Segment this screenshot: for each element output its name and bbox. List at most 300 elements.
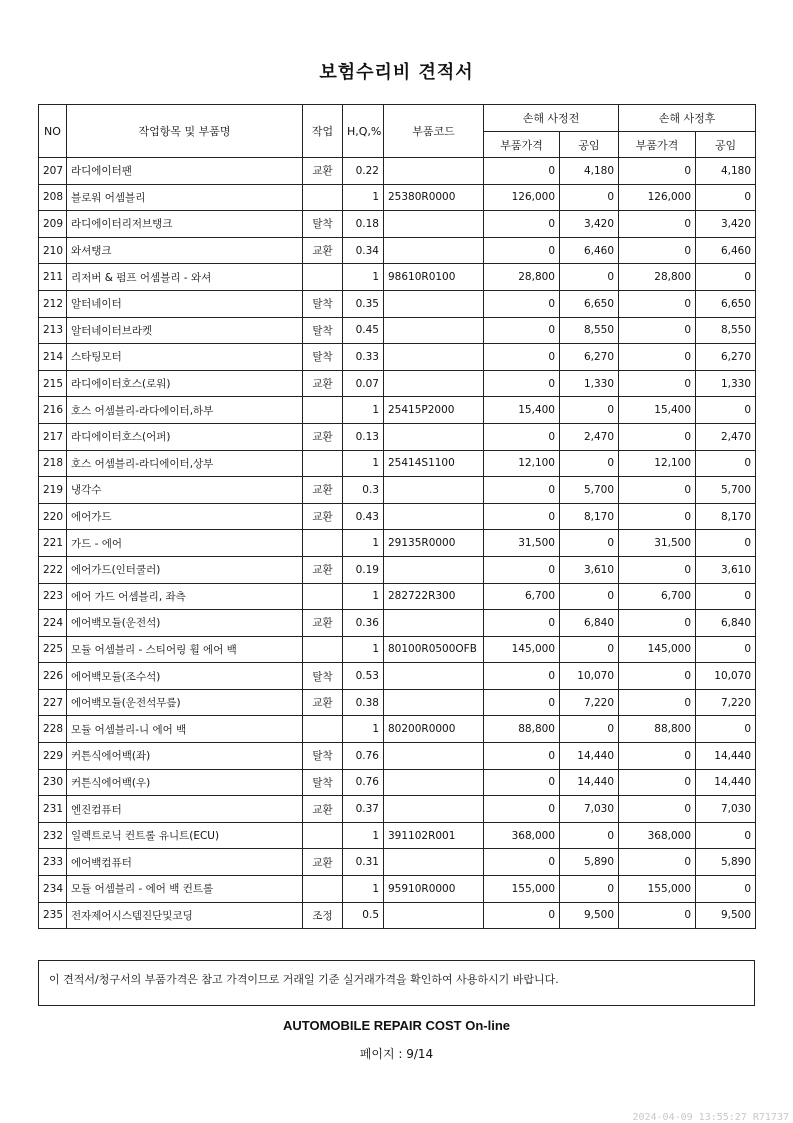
- cell-after-part-price: 0: [619, 689, 696, 716]
- cell-after-part-price: 15,400: [619, 397, 696, 424]
- cell-before-labor: 6,840: [560, 610, 619, 637]
- cell-part-code: [384, 370, 484, 397]
- print-timestamp: 2024-04-09 13:55:27 R71737: [632, 1112, 789, 1123]
- cell-item-name: 에어백컴퓨터: [67, 849, 303, 876]
- cell-work: 교환: [303, 158, 343, 185]
- cell-part-code: 391102R001: [384, 822, 484, 849]
- cell-before-part-price: 28,800: [484, 264, 560, 291]
- cell-item-name: 냉각수: [67, 477, 303, 504]
- cell-after-labor: 0: [696, 876, 756, 903]
- cell-after-part-price: 0: [619, 370, 696, 397]
- table-row: [39, 264, 756, 291]
- cell-before-labor: 8,550: [560, 317, 619, 344]
- cell-after-labor: 4,180: [696, 158, 756, 185]
- cell-before-labor: 0: [560, 822, 619, 849]
- cell-work: 탈착: [303, 769, 343, 796]
- cell-after-labor: 9,500: [696, 902, 756, 929]
- cell-before-part-price: 0: [484, 423, 560, 450]
- cell-part-code: 80200R0000: [384, 716, 484, 743]
- cell-after-labor: 0: [696, 530, 756, 557]
- cell-item-name: 모듈 어셈블리-니 에어 백: [67, 716, 303, 743]
- cell-before-labor: 9,500: [560, 902, 619, 929]
- table-row: [39, 743, 756, 770]
- cell-hq: 0.45: [343, 317, 384, 344]
- cell-work: 교환: [303, 849, 343, 876]
- cell-part-code: [384, 769, 484, 796]
- cell-no: 208: [39, 184, 67, 211]
- cell-hq: 0.3: [343, 477, 384, 504]
- table-row: [39, 184, 756, 211]
- cell-after-labor: 3,610: [696, 556, 756, 583]
- cell-hq: 0.53: [343, 663, 384, 690]
- cell-work: 교환: [303, 556, 343, 583]
- cell-after-part-price: 0: [619, 158, 696, 185]
- cell-after-labor: 0: [696, 636, 756, 663]
- cell-after-part-price: 145,000: [619, 636, 696, 663]
- cell-item-name: 모듈 어셈블리 - 스티어링 휠 에어 백: [67, 636, 303, 663]
- table-row: [39, 876, 756, 903]
- table-row: [39, 610, 756, 637]
- table-row: [39, 158, 756, 185]
- cell-work: 교환: [303, 689, 343, 716]
- cell-hq: 0.5: [343, 902, 384, 929]
- cell-after-labor: 6,650: [696, 290, 756, 317]
- cell-no: 218: [39, 450, 67, 477]
- brand-footer: AUTOMOBILE REPAIR COST On-line: [282, 1018, 511, 1033]
- cell-before-part-price: 0: [484, 477, 560, 504]
- cell-no: 228: [39, 716, 67, 743]
- cell-after-labor: 0: [696, 264, 756, 291]
- cell-part-code: [384, 211, 484, 238]
- cell-before-part-price: 12,100: [484, 450, 560, 477]
- cell-before-part-price: 368,000: [484, 822, 560, 849]
- cell-after-part-price: 368,000: [619, 822, 696, 849]
- cell-work: [303, 876, 343, 903]
- cell-after-part-price: 0: [619, 237, 696, 264]
- cell-part-code: [384, 743, 484, 770]
- cell-item-name: 에어백모듈(조수석): [67, 663, 303, 690]
- table-row: [39, 849, 756, 876]
- cell-item-name: 리저버 & 펌프 어셈블리 - 와셔: [67, 264, 303, 291]
- cell-part-code: [384, 902, 484, 929]
- cell-before-part-price: 0: [484, 158, 560, 185]
- table-row: [39, 477, 756, 504]
- cell-after-part-price: 0: [619, 849, 696, 876]
- cell-work: [303, 583, 343, 610]
- cell-work: 탈착: [303, 290, 343, 317]
- cell-after-labor: 6,840: [696, 610, 756, 637]
- cell-before-part-price: 0: [484, 370, 560, 397]
- table-row: [39, 583, 756, 610]
- table-row: [39, 211, 756, 238]
- cell-after-labor: 6,270: [696, 344, 756, 371]
- cell-part-code: [384, 849, 484, 876]
- table-row: [39, 450, 756, 477]
- cell-after-part-price: 31,500: [619, 530, 696, 557]
- cell-no: 207: [39, 158, 67, 185]
- cell-before-labor: 7,030: [560, 796, 619, 823]
- cell-before-labor: 8,170: [560, 503, 619, 530]
- cell-item-name: 가드 - 에어: [67, 530, 303, 557]
- cell-item-name: 커튼식에어백(좌): [67, 743, 303, 770]
- cell-part-code: 80100R0500OFB: [384, 636, 484, 663]
- cell-before-part-price: 0: [484, 556, 560, 583]
- cell-no: 212: [39, 290, 67, 317]
- cell-hq: 1: [343, 876, 384, 903]
- cell-before-labor: 0: [560, 450, 619, 477]
- cell-before-part-price: 145,000: [484, 636, 560, 663]
- header-before-adjust: 손해 사정전: [484, 105, 619, 132]
- cell-hq: 0.19: [343, 556, 384, 583]
- cell-hq: 0.43: [343, 503, 384, 530]
- header-work: 작업: [303, 105, 343, 158]
- cell-after-labor: 14,440: [696, 769, 756, 796]
- cell-after-part-price: 0: [619, 477, 696, 504]
- cell-before-labor: 14,440: [560, 743, 619, 770]
- cell-hq: 1: [343, 264, 384, 291]
- cell-part-code: 98610R0100: [384, 264, 484, 291]
- cell-work: [303, 264, 343, 291]
- cell-no: 217: [39, 423, 67, 450]
- cell-part-code: [384, 610, 484, 637]
- cell-after-part-price: 0: [619, 902, 696, 929]
- table-row: [39, 423, 756, 450]
- cell-hq: 0.18: [343, 211, 384, 238]
- cell-no: 223: [39, 583, 67, 610]
- cell-part-code: [384, 344, 484, 371]
- cell-item-name: 에어백모듈(운전석무릎): [67, 689, 303, 716]
- cell-after-labor: 7,030: [696, 796, 756, 823]
- cell-before-labor: 0: [560, 636, 619, 663]
- cell-part-code: [384, 290, 484, 317]
- cell-no: 222: [39, 556, 67, 583]
- cell-after-part-price: 0: [619, 663, 696, 690]
- cell-item-name: 블로워 어셈블리: [67, 184, 303, 211]
- table-row: [39, 902, 756, 929]
- cell-hq: 0.38: [343, 689, 384, 716]
- header-part-code: 부품코드: [384, 105, 484, 158]
- cell-hq: 1: [343, 583, 384, 610]
- cell-part-code: [384, 158, 484, 185]
- cell-no: 210: [39, 237, 67, 264]
- cell-item-name: 스타팅모터: [67, 344, 303, 371]
- cell-after-labor: 7,220: [696, 689, 756, 716]
- cell-before-part-price: 0: [484, 849, 560, 876]
- cell-before-labor: 6,650: [560, 290, 619, 317]
- cell-before-labor: 5,890: [560, 849, 619, 876]
- cell-work: [303, 450, 343, 477]
- cell-item-name: 알터네이터: [67, 290, 303, 317]
- cell-hq: 0.13: [343, 423, 384, 450]
- cell-before-part-price: 0: [484, 290, 560, 317]
- cell-hq: 1: [343, 450, 384, 477]
- table-header: [39, 105, 756, 158]
- table-row: [39, 822, 756, 849]
- cell-before-part-price: 0: [484, 663, 560, 690]
- cell-work: [303, 636, 343, 663]
- cell-before-labor: 0: [560, 876, 619, 903]
- cell-before-part-price: 0: [484, 317, 560, 344]
- cell-item-name: 라디에이터호스(어퍼): [67, 423, 303, 450]
- header-hq: H,Q,%: [343, 105, 384, 158]
- table-row: [39, 317, 756, 344]
- cell-hq: 1: [343, 716, 384, 743]
- cell-no: 221: [39, 530, 67, 557]
- cell-part-code: [384, 689, 484, 716]
- cell-after-labor: 5,700: [696, 477, 756, 504]
- cell-work: 교환: [303, 370, 343, 397]
- cell-part-code: [384, 503, 484, 530]
- cell-part-code: 25415P2000: [384, 397, 484, 424]
- cell-before-labor: 0: [560, 530, 619, 557]
- cell-work: [303, 530, 343, 557]
- cell-after-labor: 8,170: [696, 503, 756, 530]
- cell-part-code: [384, 317, 484, 344]
- cell-item-name: 와셔탱크: [67, 237, 303, 264]
- cell-no: 231: [39, 796, 67, 823]
- cell-item-name: 호스 어셈블리-라디에이터,상부: [67, 450, 303, 477]
- cell-before-labor: 3,610: [560, 556, 619, 583]
- cell-work: 탈착: [303, 211, 343, 238]
- cell-item-name: 호스 어셈블리-라다에이터,하부: [67, 397, 303, 424]
- cell-before-part-price: 0: [484, 344, 560, 371]
- cell-no: 215: [39, 370, 67, 397]
- cell-before-part-price: 0: [484, 743, 560, 770]
- cell-before-labor: 7,220: [560, 689, 619, 716]
- cell-after-part-price: 0: [619, 211, 696, 238]
- header-after-part-price: 부품가격: [619, 132, 696, 158]
- cell-after-labor: 0: [696, 716, 756, 743]
- cell-part-code: 282722R300: [384, 583, 484, 610]
- cell-no: 211: [39, 264, 67, 291]
- table-row: [39, 503, 756, 530]
- cell-before-part-price: 0: [484, 211, 560, 238]
- cell-before-labor: 10,070: [560, 663, 619, 690]
- cell-no: 213: [39, 317, 67, 344]
- cell-item-name: 라디에이터팬: [67, 158, 303, 185]
- cell-before-part-price: 0: [484, 610, 560, 637]
- cell-after-labor: 3,420: [696, 211, 756, 238]
- cell-item-name: 전자제어시스템진단및코딩: [67, 902, 303, 929]
- cell-after-part-price: 0: [619, 290, 696, 317]
- cell-hq: 0.31: [343, 849, 384, 876]
- cell-part-code: 25414S1100: [384, 450, 484, 477]
- cell-hq: 1: [343, 397, 384, 424]
- header-no: NO: [39, 105, 67, 158]
- estimate-table: [38, 104, 756, 929]
- table-row: [39, 769, 756, 796]
- cell-work: [303, 822, 343, 849]
- cell-hq: 0.37: [343, 796, 384, 823]
- cell-before-labor: 5,700: [560, 477, 619, 504]
- cell-after-labor: 8,550: [696, 317, 756, 344]
- cell-before-part-price: 0: [484, 237, 560, 264]
- cell-before-labor: 0: [560, 397, 619, 424]
- cell-before-labor: 0: [560, 184, 619, 211]
- cell-work: 교환: [303, 503, 343, 530]
- table-row: [39, 290, 756, 317]
- table-row: [39, 796, 756, 823]
- cell-hq: 0.07: [343, 370, 384, 397]
- cell-part-code: 95910R0000: [384, 876, 484, 903]
- cell-hq: 1: [343, 530, 384, 557]
- cell-before-labor: 6,460: [560, 237, 619, 264]
- cell-after-part-price: 0: [619, 769, 696, 796]
- cell-after-labor: 0: [696, 184, 756, 211]
- cell-work: 조정: [303, 902, 343, 929]
- cell-before-part-price: 6,700: [484, 583, 560, 610]
- cell-work: 탈착: [303, 743, 343, 770]
- cell-item-name: 알터네이터브라켓: [67, 317, 303, 344]
- cell-part-code: [384, 237, 484, 264]
- cell-before-labor: 0: [560, 716, 619, 743]
- page-number: 페이지 : 9/14: [359, 1047, 434, 1061]
- cell-after-labor: 14,440: [696, 743, 756, 770]
- cell-after-part-price: 0: [619, 503, 696, 530]
- cell-after-labor: 0: [696, 822, 756, 849]
- cell-before-labor: 0: [560, 264, 619, 291]
- cell-part-code: [384, 796, 484, 823]
- cell-work: 교환: [303, 796, 343, 823]
- cell-no: 235: [39, 902, 67, 929]
- cell-part-code: [384, 556, 484, 583]
- cell-hq: 1: [343, 822, 384, 849]
- cell-no: 209: [39, 211, 67, 238]
- table-row: [39, 237, 756, 264]
- table-row: [39, 397, 756, 424]
- cell-no: 226: [39, 663, 67, 690]
- cell-before-labor: 3,420: [560, 211, 619, 238]
- cell-work: 교환: [303, 477, 343, 504]
- cell-before-part-price: 0: [484, 769, 560, 796]
- price-notice: 이 견적서/청구서의 부품가격은 참고 가격이므로 거래일 기준 실거래가격을 확인하여 사용하시기 바랍니다.: [38, 960, 755, 1006]
- cell-after-part-price: 0: [619, 317, 696, 344]
- table-row: [39, 689, 756, 716]
- cell-hq: 0.36: [343, 610, 384, 637]
- cell-no: 229: [39, 743, 67, 770]
- cell-after-part-price: 0: [619, 796, 696, 823]
- cell-before-labor: 4,180: [560, 158, 619, 185]
- cell-before-part-price: 0: [484, 796, 560, 823]
- cell-item-name: 엔진컴퓨터: [67, 796, 303, 823]
- cell-after-part-price: 0: [619, 610, 696, 637]
- cell-item-name: 일렉트로닉 컨트롤 유니트(ECU): [67, 822, 303, 849]
- cell-work: 탈착: [303, 663, 343, 690]
- header-before-part-price: 부품가격: [484, 132, 560, 158]
- cell-after-labor: 0: [696, 583, 756, 610]
- table-row: [39, 370, 756, 397]
- cell-before-part-price: 155,000: [484, 876, 560, 903]
- cell-no: 234: [39, 876, 67, 903]
- table-row: [39, 344, 756, 371]
- cell-no: 225: [39, 636, 67, 663]
- cell-no: 216: [39, 397, 67, 424]
- cell-after-part-price: 0: [619, 743, 696, 770]
- cell-after-labor: 1,330: [696, 370, 756, 397]
- cell-after-part-price: 0: [619, 423, 696, 450]
- cell-work: [303, 184, 343, 211]
- cell-after-labor: 6,460: [696, 237, 756, 264]
- cell-after-part-price: 155,000: [619, 876, 696, 903]
- cell-before-part-price: 15,400: [484, 397, 560, 424]
- cell-no: 227: [39, 689, 67, 716]
- cell-before-labor: 6,270: [560, 344, 619, 371]
- cell-hq: 0.35: [343, 290, 384, 317]
- cell-work: [303, 397, 343, 424]
- cell-no: 233: [39, 849, 67, 876]
- table-body: [39, 158, 756, 929]
- cell-work: [303, 716, 343, 743]
- cell-item-name: 라디에이터리저브탱크: [67, 211, 303, 238]
- cell-after-labor: 0: [696, 397, 756, 424]
- cell-item-name: 라디에이터호스(로워): [67, 370, 303, 397]
- cell-after-labor: 2,470: [696, 423, 756, 450]
- cell-before-labor: 0: [560, 583, 619, 610]
- header-item: 작업항목 및 부품명: [67, 105, 303, 158]
- cell-after-part-price: 126,000: [619, 184, 696, 211]
- cell-hq: 0.34: [343, 237, 384, 264]
- cell-after-part-price: 6,700: [619, 583, 696, 610]
- cell-part-code: 25380R0000: [384, 184, 484, 211]
- cell-after-labor: 0: [696, 450, 756, 477]
- cell-work: 교환: [303, 237, 343, 264]
- cell-before-part-price: 0: [484, 902, 560, 929]
- cell-work: 교환: [303, 610, 343, 637]
- cell-work: 탈착: [303, 317, 343, 344]
- cell-before-part-price: 126,000: [484, 184, 560, 211]
- cell-hq: 1: [343, 636, 384, 663]
- cell-item-name: 커튼식에어백(우): [67, 769, 303, 796]
- cell-work: 교환: [303, 423, 343, 450]
- cell-before-labor: 2,470: [560, 423, 619, 450]
- cell-no: 220: [39, 503, 67, 530]
- cell-before-labor: 1,330: [560, 370, 619, 397]
- cell-after-part-price: 0: [619, 556, 696, 583]
- table-row: [39, 663, 756, 690]
- cell-no: 224: [39, 610, 67, 637]
- cell-item-name: 에어 가드 어셈블리, 좌측: [67, 583, 303, 610]
- table-row: [39, 556, 756, 583]
- table-row: [39, 636, 756, 663]
- cell-item-name: 에어백모듈(운전석): [67, 610, 303, 637]
- cell-before-part-price: 0: [484, 503, 560, 530]
- document-title: 보험수리비 견적서: [319, 62, 474, 83]
- cell-after-part-price: 0: [619, 344, 696, 371]
- cell-before-part-price: 88,800: [484, 716, 560, 743]
- header-before-labor: 공임: [560, 132, 619, 158]
- cell-before-labor: 14,440: [560, 769, 619, 796]
- cell-before-part-price: 31,500: [484, 530, 560, 557]
- header-after-labor: 공임: [696, 132, 756, 158]
- cell-hq: 0.33: [343, 344, 384, 371]
- cell-after-part-price: 28,800: [619, 264, 696, 291]
- cell-after-labor: 5,890: [696, 849, 756, 876]
- cell-item-name: 에어가드(인터쿨러): [67, 556, 303, 583]
- cell-item-name: 모듈 어셈블리 - 에어 백 컨트롤: [67, 876, 303, 903]
- cell-before-part-price: 0: [484, 689, 560, 716]
- cell-part-code: [384, 423, 484, 450]
- table-row: [39, 716, 756, 743]
- cell-hq: 0.22: [343, 158, 384, 185]
- cell-no: 219: [39, 477, 67, 504]
- cell-no: 232: [39, 822, 67, 849]
- cell-hq: 1: [343, 184, 384, 211]
- cell-no: 214: [39, 344, 67, 371]
- cell-part-code: [384, 663, 484, 690]
- cell-no: 230: [39, 769, 67, 796]
- cell-hq: 0.76: [343, 769, 384, 796]
- cell-after-part-price: 12,100: [619, 450, 696, 477]
